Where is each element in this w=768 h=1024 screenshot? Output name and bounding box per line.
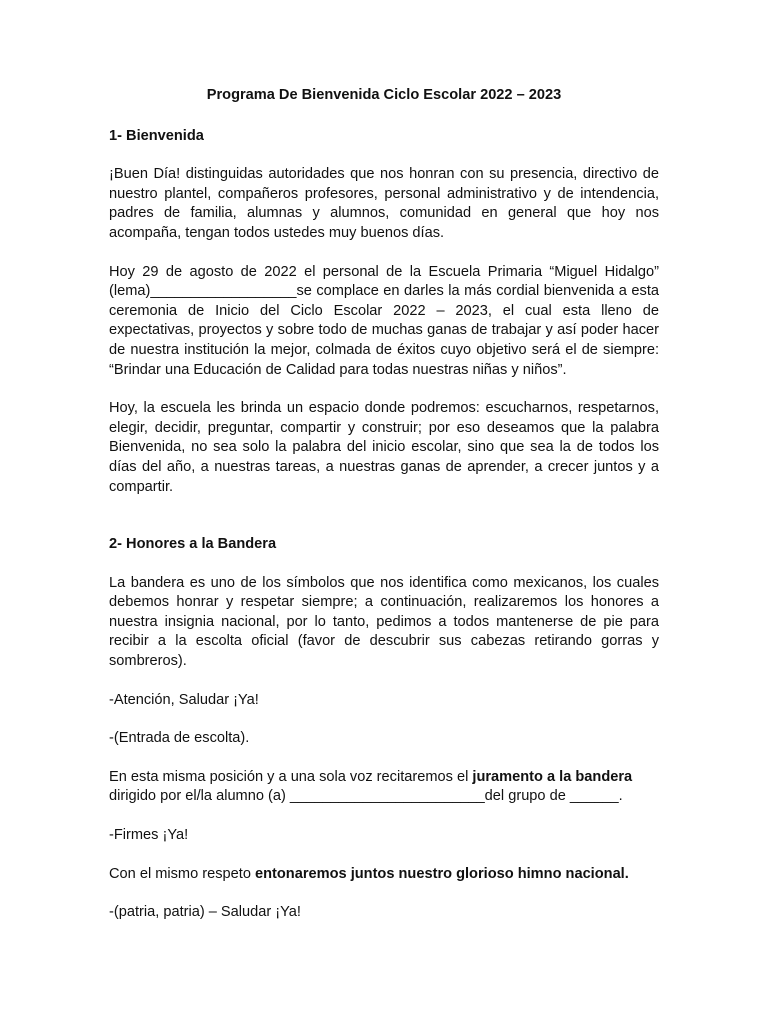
command-attention-salute: -Atención, Saludar ¡Ya!: [109, 691, 259, 708]
paragraph-flag-symbol: La bandera es uno de los símbolos que nos identifica como mexicanos, los cuales debemos honrar y respetar siempre; a continuación, realizaremos los honores a nuestra insignia nacional, por lo tanto, pedimos a todos mantenerse de pie para recibir a la escolta oficial (favor de descubrir sus cabezas retirando gorras y sombreros).: [109, 574, 659, 670]
command-escort-entry: -(Entrada de escolta).: [109, 730, 250, 747]
command-patria-salute: -(patria, patria) – Saludar ¡Ya!: [109, 904, 301, 921]
anthem-text-pre: Con el mismo respeto: [109, 865, 255, 882]
oath-text-bold: juramento a la bandera: [472, 768, 633, 785]
paragraph-school-space: Hoy, la escuela les brinda un espacio donde podremos: escucharnos, respetarnos, elegir, decidir, preguntar, compartir y construir; por eso deseamos que la palabra Bienvenida, no sea solo la palabra del inicio escolar, sino que sea la de todos los días del año, a nuestras tareas, a nuestras ganas de aprender, a crecer juntos y a compartir.: [109, 400, 659, 495]
oath-text-pre: En esta misma posición y a una sola voz recitaremos el: [109, 768, 473, 785]
paragraph-greeting: ¡Buen Día! distinguidas autoridades que nos honran con su presencia, directivo de nuestro plantel, compañeros profesores, personal administrativo y de intendencia, padres de familia, alumnas y alumnos, comunidad en general que hoy nos acompaña, tengan todos ustedes muy buenos días.: [109, 166, 659, 241]
paragraph-flag-oath: [109, 768, 659, 807]
paragraph-welcome-school: Hoy 29 de agosto de 2022 el personal de la Escuela Primaria “Miguel Hidalgo” (lema)__________________se complace en darles la más cordial bienvenida a esta ceremonia de Inicio del Ciclo Escolar 2022 – 2023, el cual esta lleno de expectativas, proyectos y sobre todo de muchas ganas de trabajar y así poder hacer de nuestra institución la mejor, colmada de éxitos cuyo objetivo será el de siempre: “Brindar una Educación de Calidad para todas nuestras niñas y niños”.: [109, 263, 659, 378]
document-page: [109, 86, 659, 942]
document-title: Programa De Bienvenida Ciclo Escolar 2022 – 2023: [206, 87, 562, 103]
section-heading-honores: 2- Honores a la Bandera: [109, 536, 277, 553]
section-heading-bienvenida: 1- Bienvenida: [109, 127, 204, 144]
spacer: [109, 516, 659, 535]
anthem-text-bold: entonaremos juntos nuestro glorioso himno nacional.: [255, 865, 629, 882]
oath-text-post: dirigido por el/la alumno (a) ________________________del grupo de ______.: [109, 788, 623, 805]
command-firm: -Firmes ¡Ya!: [109, 827, 189, 844]
paragraph-anthem: [109, 865, 659, 885]
